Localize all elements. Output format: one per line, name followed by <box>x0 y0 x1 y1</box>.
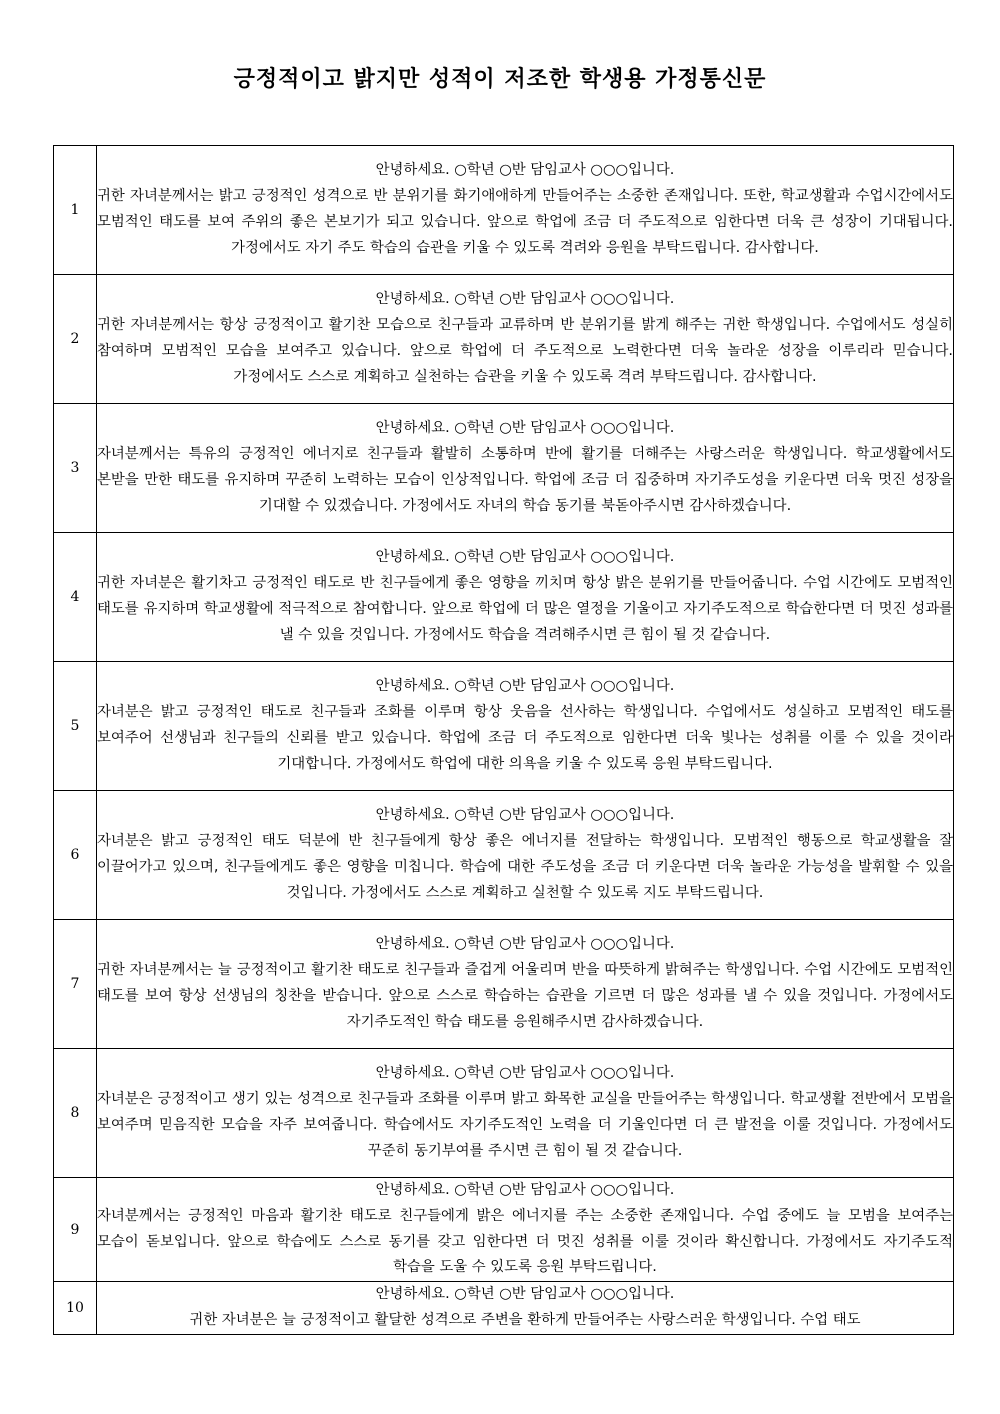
message-text: 자녀분께서는 특유의 긍정적인 에너지로 친구들과 활발히 소통하며 반에 활기를 더해주는 사랑스러운 학생입니다. 학교생활에서도 본받을 만한 태도를 유지하며 꾸준히 노력하는 모습이 인상적입니다. 학업에 조금 더 집중하며 자기주도성을 키운다면 더욱 멋진 성장을 기대할 수 있겠습니다. 가정에서도 자녀의 학습 동기를 북돋아주시면 감사하겠습니다. <box>97 446 953 514</box>
row-number: 9 <box>54 1178 97 1282</box>
message-text: 자녀분께서는 긍정적인 마음과 활기찬 태도로 친구들에게 밝은 에너지를 주는 소중한 존재입니다. 수업 중에도 늘 모범을 보여주는 모습이 돋보입니다. 앞으로 학습에도 스스로 동기를 갖고 임한다면 더 멋진 성취를 이룰 것이라 확신합니다. 가정에서도 자기주도적 학습을 도울 수 있도록 응원 부탁드립니다. <box>97 1207 953 1276</box>
message-cell <box>97 1282 954 1335</box>
message-cell <box>97 662 954 791</box>
table-row <box>54 275 954 404</box>
row-number: 1 <box>54 146 97 275</box>
message-text: 귀한 자녀분께서는 항상 긍정적이고 활기찬 모습으로 친구들과 교류하며 반 분위기를 밝게 해주는 귀한 학생입니다. 수업에서도 성실히 참여하며 모범적인 모습을 보여주고 있습니다. 앞으로 학업에 더 주도적으로 노력한다면 더욱 놀라운 성장을 이루리라 믿습니다. 가정에서도 스스로 계획하고 실천하는 습관을 키울 수 있도록 격려 부탁드립니다. 감사합니다. <box>97 317 953 385</box>
message-cell <box>97 404 954 533</box>
table-row <box>54 791 954 920</box>
table-row <box>54 920 954 1049</box>
message-text: 귀한 자녀분께서는 늘 긍정적이고 활기찬 태도로 친구들과 즐겁게 어울리며 반을 따뜻하게 밝혀주는 학생입니다. 수업 시간에도 모범적인 태도를 보여 항상 선생님의 칭찬을 받습니다. 앞으로 스스로 학습하는 습관을 기르면 더 많은 성과를 낼 수 있을 것입니다. 가정에서도 자기주도적인 학습 태도를 응원해주시면 감사하겠습니다. <box>97 962 953 1030</box>
message-text: 귀한 자녀분은 활기차고 긍정적인 태도로 반 친구들에게 좋은 영향을 끼치며 항상 밝은 분위기를 만들어줍니다. 수업 시간에도 모범적인 태도를 유지하며 학교생활에 적극적으로 참여합니다. 앞으로 학업에 더 많은 열정을 기울이고 자기주도적으로 학습한다면 더 멋진 성과를 낼 수 있을 것입니다. 가정에서도 학습을 격려해주시면 큰 힘이 될 것 같습니다. <box>97 575 953 643</box>
greeting-line: 안녕하세요. ○학년 ○반 담임교사 ○○○입니다. <box>375 678 675 695</box>
message-text: 자녀분은 긍정적이고 생기 있는 성격으로 친구들과 조화를 이루며 밝고 화목한 교실을 만들어주는 학생입니다. 학교생활 전반에서 모범을 보여주며 믿음직한 모습을 자주 보여줍니다. 학습에서도 자기주도적인 노력을 더 기울인다면 더 큰 발전을 이룰 것입니다. 가정에서도 꾸준히 동기부여를 주시면 큰 힘이 될 것 같습니다. <box>97 1091 953 1159</box>
greeting-line: 안녕하세요. ○학년 ○반 담임교사 ○○○입니다. <box>375 1182 675 1198</box>
greeting-line: 안녕하세요. ○학년 ○반 담임교사 ○○○입니다. <box>375 291 675 308</box>
message-cell <box>97 146 954 275</box>
greeting-line: 안녕하세요. ○학년 ○반 담임교사 ○○○입니다. <box>375 162 675 179</box>
greeting-line: 안녕하세요. ○학년 ○반 담임교사 ○○○입니다. <box>375 936 675 953</box>
message-text: 귀한 자녀분은 늘 긍정적이고 활달한 성격으로 주변을 환하게 만들어주는 사랑스러운 학생입니다. 수업 태도 <box>189 1311 861 1328</box>
message-cell <box>97 275 954 404</box>
table-row <box>54 146 954 275</box>
table-row <box>54 533 954 662</box>
row-number: 4 <box>54 533 97 662</box>
table-row <box>54 662 954 791</box>
row-number: 10 <box>54 1282 97 1335</box>
message-text: 귀한 자녀분께서는 밝고 긍정적인 성격으로 반 분위기를 화기애애하게 만들어주는 소중한 존재입니다. 또한, 학교생활과 수업시간에서도 모범적인 태도를 보여 주위의 좋은 본보기가 되고 있습니다. 앞으로 학업에 조금 더 주도적으로 임한다면 더욱 큰 성장이 기대됩니다. 가정에서도 자기 주도 학습의 습관을 키울 수 있도록 격려와 응원을 부탁드립니다. 감사합니다. <box>97 188 953 256</box>
greeting-line: 안녕하세요. ○학년 ○반 담임교사 ○○○입니다. <box>375 420 675 437</box>
greeting-line: 안녕하세요. ○학년 ○반 담임교사 ○○○입니다. <box>375 549 675 566</box>
row-number: 7 <box>54 920 97 1049</box>
table-row <box>54 404 954 533</box>
message-cell <box>97 920 954 1049</box>
row-number: 3 <box>54 404 97 533</box>
row-number: 2 <box>54 275 97 404</box>
row-number: 8 <box>54 1049 97 1178</box>
message-cell <box>97 533 954 662</box>
greeting-line: 안녕하세요. ○학년 ○반 담임교사 ○○○입니다. <box>375 1065 675 1082</box>
row-number: 5 <box>54 662 97 791</box>
message-text: 자녀분은 밝고 긍정적인 태도로 친구들과 조화를 이루며 항상 웃음을 선사하는 학생입니다. 수업에서도 성실하고 모범적인 태도를 보여주어 선생님과 친구들의 신뢰를 받고 있습니다. 학업에 조금 더 주도적으로 임한다면 더욱 빛나는 성취를 이룰 수 있을 것이라 기대합니다. 가정에서도 학업에 대한 의욕을 키울 수 있도록 응원 부탁드립니다. <box>97 704 953 772</box>
message-cell <box>97 1049 954 1178</box>
greeting-line: 안녕하세요. ○학년 ○반 담임교사 ○○○입니다. <box>375 807 675 824</box>
message-text: 자녀분은 밝고 긍정적인 태도 덕분에 반 친구들에게 항상 좋은 에너지를 전달하는 학생입니다. 모범적인 행동으로 학교생활을 잘 이끌어가고 있으며, 친구들에게도 좋은 영향을 미칩니다. 학습에 대한 주도성을 조금 더 키운다면 더욱 놀라운 가능성을 발휘할 수 있을 것입니다. 가정에서도 스스로 계획하고 실천할 수 있도록 지도 부탁드립니다. <box>97 833 953 901</box>
letter-table <box>53 145 954 1335</box>
table-row <box>54 1178 954 1282</box>
greeting-line: 안녕하세요. ○학년 ○반 담임교사 ○○○입니다. <box>375 1286 675 1303</box>
row-number: 6 <box>54 791 97 920</box>
message-cell <box>97 1178 954 1282</box>
table-row <box>54 1282 954 1335</box>
message-cell <box>97 791 954 920</box>
page-title: 긍정적이고 밝지만 성적이 저조한 학생용 가정통신문 <box>233 66 767 92</box>
table-row <box>54 1049 954 1178</box>
